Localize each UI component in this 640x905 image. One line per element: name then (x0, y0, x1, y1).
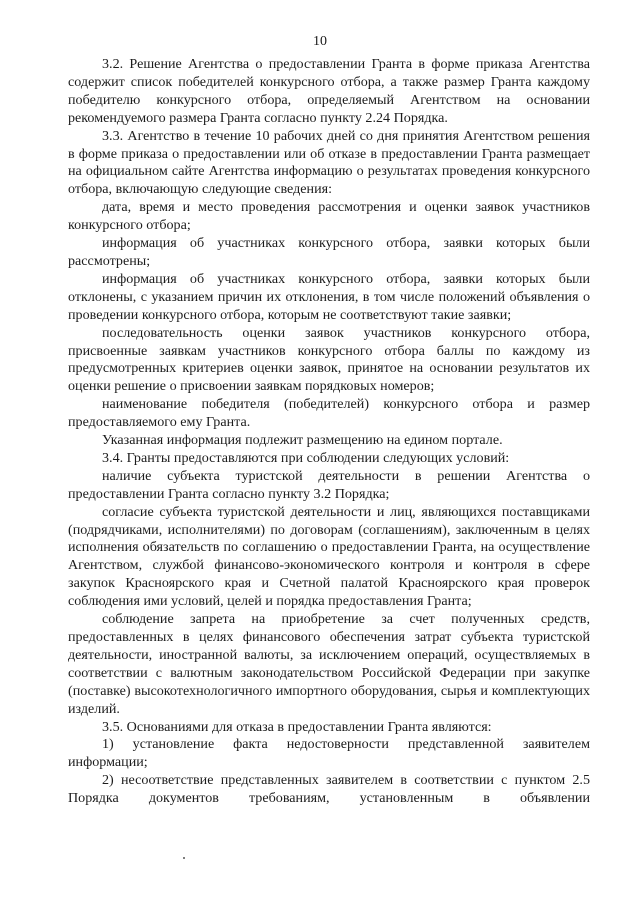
paragraph-3-4: 3.4. Гранты предоставляются при соблюдении следующих условий: (102, 449, 510, 466)
list-item-rejected-participants: информация об участниках конкурсного отбора, заявки которых были отклонены, с указанием причин их отклонения, в том числе положений объявления о проведении конкурсного отбора, которым не соответствуют такие заявки; (68, 270, 590, 323)
condition-decision: наличие субъекта туристской деятельности в решении Агентства о предоставлении Гранта согласно пункту 3.2 Порядка; (68, 467, 590, 502)
refusal-ground-2: 2) несоответствие представленных заявителем в соответствии с пунктом 2.5 Порядка документов требованиям, установленным в объявлении (68, 772, 590, 807)
refusal-ground-1: 1) установление факта недостоверности представленной заявителем информации; (68, 736, 590, 771)
page-number: 10 (313, 34, 327, 49)
list-item-considered-participants: информация об участниках конкурсного отбора, заявки которых были рассмотрены; (68, 235, 590, 269)
list-item-winner-name: наименование победителя (победителей) конкурсного отбора и размер предоставляемого ему Гранта. (68, 396, 590, 431)
paragraph-publication-note: Указанная информация подлежит размещению на едином портале. (102, 432, 503, 449)
document-body (68, 56, 590, 808)
condition-consent: согласие субъекта туристской деятельности и лиц, являющихся поставщиками (подрядчиками, исполнителями) по договорам (соглашениям), заключенным в целях исполнения обязательств по соглашению о предоставлении Гранта, на осуществление Агентством, службой финансово-экономического контроля и контроля в сфере закупок Красноярского края и Счетной палатой Красноярского края проверок соблюдения ими условий, целей и порядка предоставления Гранта; (68, 503, 590, 610)
paragraph-3-2: 3.2. Решение Агентства о предоставлении Гранта в форме приказа Агентства содержит список победителей конкурсного отбора, а также размер Гранта каждому победителю конкурсного отбора, определяемый Агентством на основании рекомендуемого размера Гранта согласно пункту 2.24 Порядка. (68, 56, 590, 126)
paragraph-3-3: 3.3. Агентство в течение 10 рабочих дней со дня принятия Агентством решения в форме приказа о предоставлении или об отказе в предоставлении Гранта размещает на официальном сайте Агентства информацию о результатах проведения конкурсного отбора, включающую следующие сведения: (68, 127, 590, 198)
list-item-evaluation-sequence: последовательность оценки заявок участников конкурсного отбора, присвоенные заявкам участников конкурсного отбора баллы по каждому из предусмотренных критериев оценки заявок, принятое на основании результатов их оценки решение о присвоении заявкам порядковых номеров; (68, 324, 590, 395)
condition-currency-ban: соблюдение запрета на приобретение за счет полученных средств, предоставленных в целях финансового обеспечения затрат субъекта туристской деятельности, иностранной валюты, за исключением операций, осуществляемых в соответствии с валютным законодательством Российской Федерации при закупке (поставке) высокотехнологичного импортного оборудования, сырья и комплектующих изделий. (68, 611, 590, 717)
scan-speck (183, 857, 185, 859)
paragraph-3-5: 3.5. Основаниями для отказа в предоставлении Гранта являются: (102, 718, 492, 735)
list-item-date-time-place: дата, время и место проведения рассмотрения и оценки заявок участников конкурсного отбора; (68, 199, 590, 234)
